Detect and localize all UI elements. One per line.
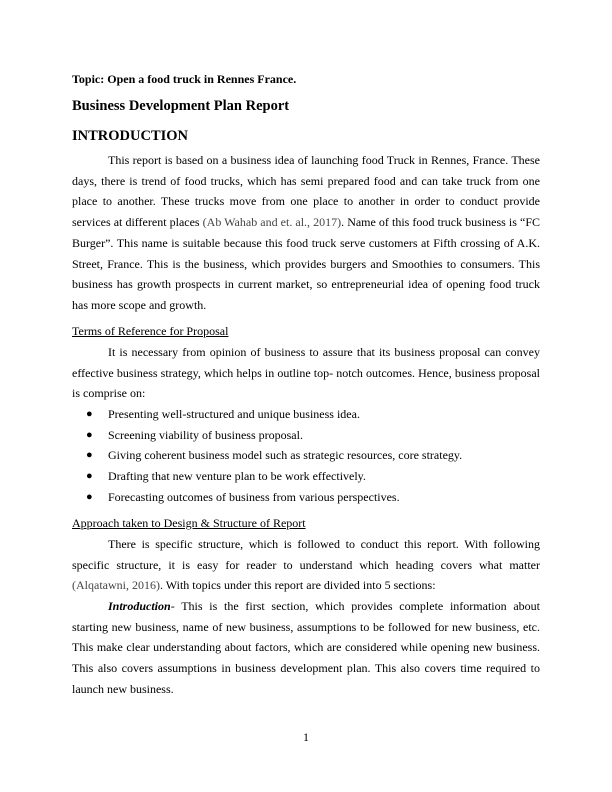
report-title: Business Development Plan Report <box>72 98 290 114</box>
bullet-text: Forecasting outcomes of business from various perspectives. <box>108 489 400 504</box>
page-number: 1 <box>303 730 309 744</box>
topic-line: Topic: Open a food truck in Rennes France. <box>72 72 297 86</box>
list-item <box>72 466 540 487</box>
terms-of-reference-heading: Terms of Reference for Proposal <box>72 324 229 338</box>
bullet-text: Screening viability of business proposal. <box>108 427 303 442</box>
approach-text-part1: There is specific structure, which is followed to conduct this report. With following specific structure, it is easy for reader to understand which heading covers what matter <box>72 537 540 572</box>
approach-paragraph <box>72 534 540 596</box>
approach-citation: (Alqatawni, 2016) <box>72 578 160 593</box>
bullet-icon: ● <box>86 428 93 441</box>
approach-text-part2: . With topics under this report are divided into 5 sections: <box>159 578 436 593</box>
introduction-label: Introduction <box>108 599 171 613</box>
introduction-paragraph <box>72 150 540 316</box>
list-item <box>72 404 540 425</box>
intro-text-part1: This report is based on a business idea of launching food Truck in Rennes, France. These days, there is trend of food trucks, which has semi prepared food and can take truck from one place to another. These trucks move from one place to another in order to conduct provide services at different places <box>72 153 540 230</box>
list-item <box>72 487 540 508</box>
list-item <box>72 425 540 446</box>
bullet-icon: ● <box>86 408 93 420</box>
introduction-heading: INTRODUCTION <box>72 128 189 144</box>
bullet-icon: ● <box>86 490 93 503</box>
bullet-text: Presenting well-structured and unique business idea. <box>108 407 360 421</box>
introduction-section-description <box>72 596 540 700</box>
bullet-text: Drafting that new venture plan to be work effectively. <box>108 469 366 484</box>
bullet-icon: ● <box>86 449 93 462</box>
introduction-description-text: - This is the first section, which provides complete information about starting new business, name of new business, assumptions to be followed for new business, etc. This make clear understanding about factors, which are considered while opening new business. This also covers assumptions in business development plan. This also covers time required to launch new business. <box>72 599 540 696</box>
terms-paragraph: It is necessary from opinion of business to assure that its business proposal can convey effective business strategy, which helps in outline top- notch outcomes. Hence, business proposal is comprise on: <box>72 345 540 401</box>
intro-text-part2: . Name of this food truck business is “FC Burger”. This name is suitable because this food truck serve customers at Fifth crossing of A.K. Street, France. This is the business, which provides burgers and Smoothies to consumers. This business has growth prospects in current market, so entrepreneurial idea of opening food truck has more scope and growth. <box>72 215 540 312</box>
list-item <box>72 445 540 466</box>
approach-heading: Approach taken to Design & Structure of Report <box>72 516 306 530</box>
bullet-icon: ● <box>86 470 93 483</box>
terms-bullet-list <box>72 404 540 507</box>
intro-citation: (Ab Wahab and et. al., 2017) <box>202 215 342 230</box>
bullet-text: Giving coherent business model such as strategic resources, core strategy. <box>108 448 463 463</box>
